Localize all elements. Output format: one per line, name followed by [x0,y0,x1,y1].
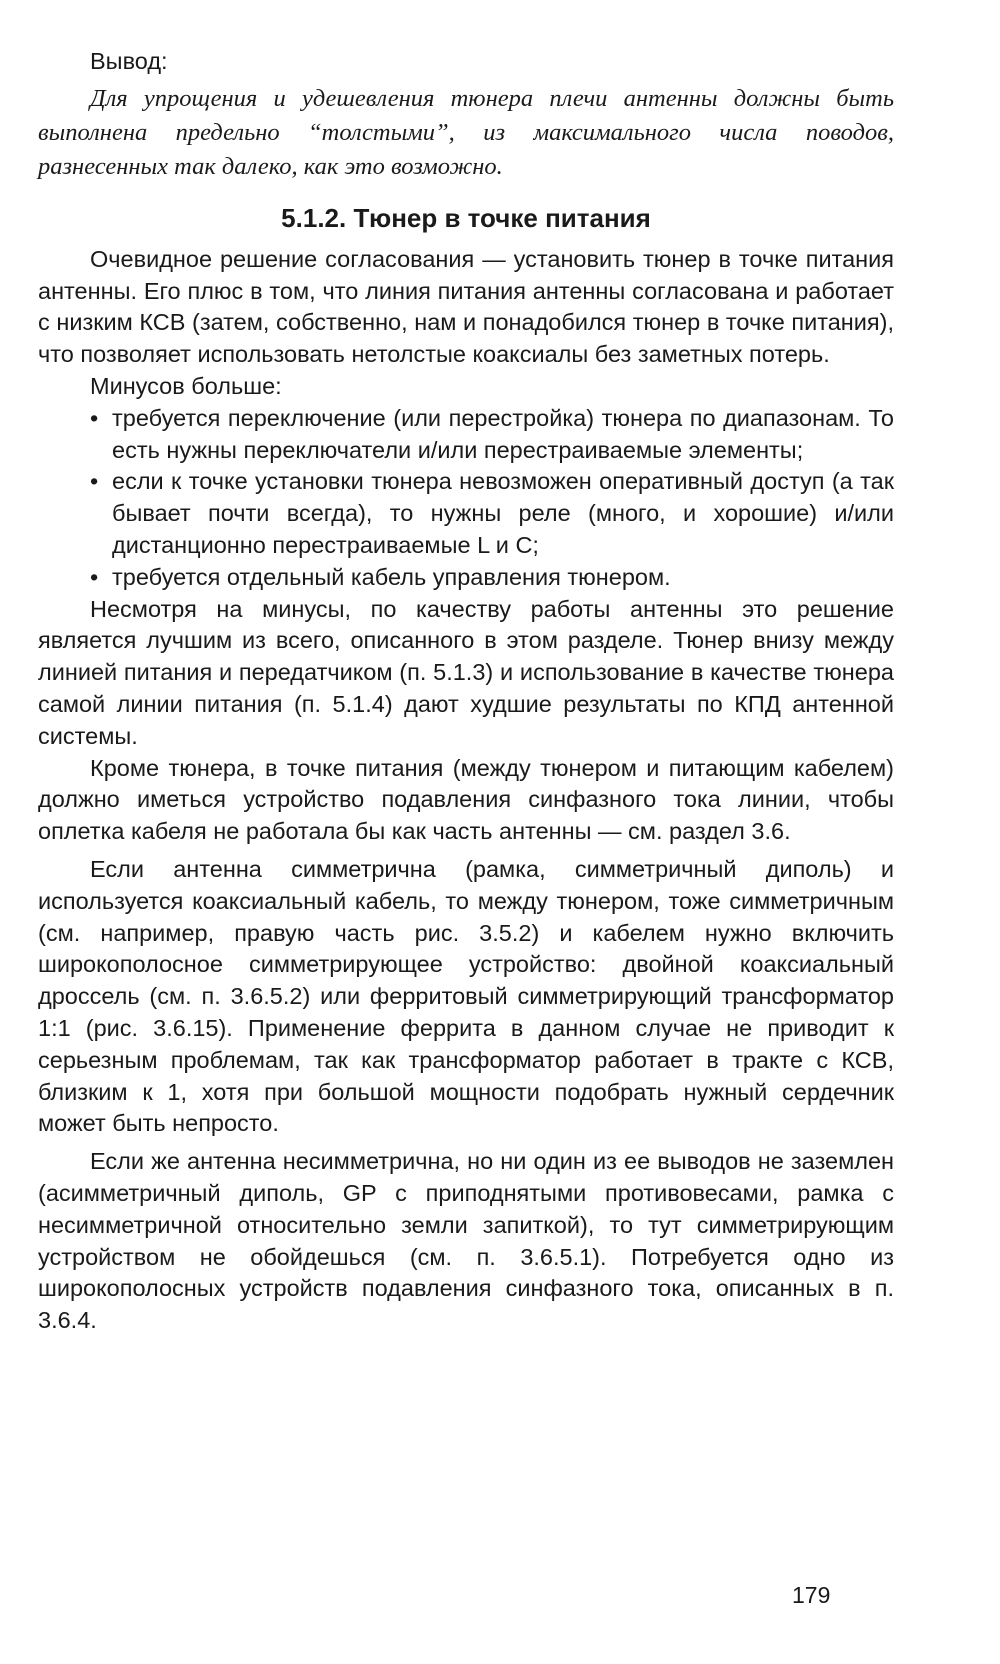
list-item-text: требуется переключение (или перестройка) тюнера по диапазонам. То есть нужны переключатели и/или перестраиваемые элементы; [112,404,894,463]
list-item-text: требуется отдельный кабель управления тюнером. [112,563,671,590]
bullet-icon: • [90,404,99,431]
paragraph-intro: Очевидное решение согласования — установить тюнер в точке питания антенны. Его плюс в том, что линия питания антенны согласована и работает с низким КСВ (затем, собственно, нам и понадобился тюнер в точке питания), что позволяет использовать нетолстые коаксиалы без заметных потерь. [38,245,894,368]
list-item-text: если к точке установки тюнера невозможен оперативный доступ (а так бывает почти всегда), то нужны реле (много, и хорошие) и/или дистанционно перестраиваемые L и C; [112,468,894,558]
conclusion-label: Вывод: [90,48,168,74]
page-number: 179 [792,1582,831,1608]
paragraph-despite: Несмотря на минусы, по качеству работы антенны это решение является лучшим из всего, описанного в этом разделе. Тюнер внизу между линией питания и передатчиком (п. 5.1.3) и использование в качестве тюнера самой линии питания (п. 5.1.4) дают худшие результаты по КПД антенной системы. [38,595,894,749]
list-item [90,466,894,561]
list-item [90,403,894,467]
section-title: 5.1.2. Тюнер в точке питания [281,202,651,233]
list-item [90,562,894,594]
minuses-list [38,403,894,594]
bullet-icon: • [90,563,99,590]
paragraph-besides: Кроме тюнера, в точке питания (между тюнером и питающим кабелем) должно иметься устройство подавления синфазного тока линии, чтобы оплетка кабеля не работала бы как часть антенны — см. раздел 3.6. [38,754,894,845]
paragraph-minuses-intro: Минусов больше: [90,372,282,399]
paragraph-symmetric: Если антенна симметрична (рамка, симметричный диполь) и используется коаксиальный кабель, то между тюнером, тоже симметричным (см. например, правую часть рис. 3.5.2) и кабелем нужно включить широкополосное симметрирующее устройство: двойной коаксиальный дроссель (см. п. 3.6.5.2) или ферритовый симметрирующий трансформатор 1:1 (рис. 3.6.15). Применение феррита в данном случае не приводит к серьезным проблемам, так как трансформатор работает в тракте с КСВ, близким к 1, хотя при большой мощности подобрать нужный сердечник может быть непросто. [38,855,894,1137]
page-body [38,46,894,1337]
conclusion-text: Для упрощения и удешевления тюнера плечи антенны должны быть выполнена предельно “толстыми”, из максимального числа поводов, разнесенных так далеко, как это возможно. [38,84,894,180]
paragraph-asymmetric: Если же антенна несимметрична, но ни один из ее выводов не заземлен (асимметричный диполь, GP с приподнятыми противовесами, рамка с несимметричной относительно земли запиткой), то тут симметрирующим устройством не обойдешься (см. п. 3.6.5.1). Потребуется одно из широкополосных устройств подавления синфазного тока, описанных в п. 3.6.4. [38,1148,894,1334]
bullet-icon: • [90,468,99,495]
